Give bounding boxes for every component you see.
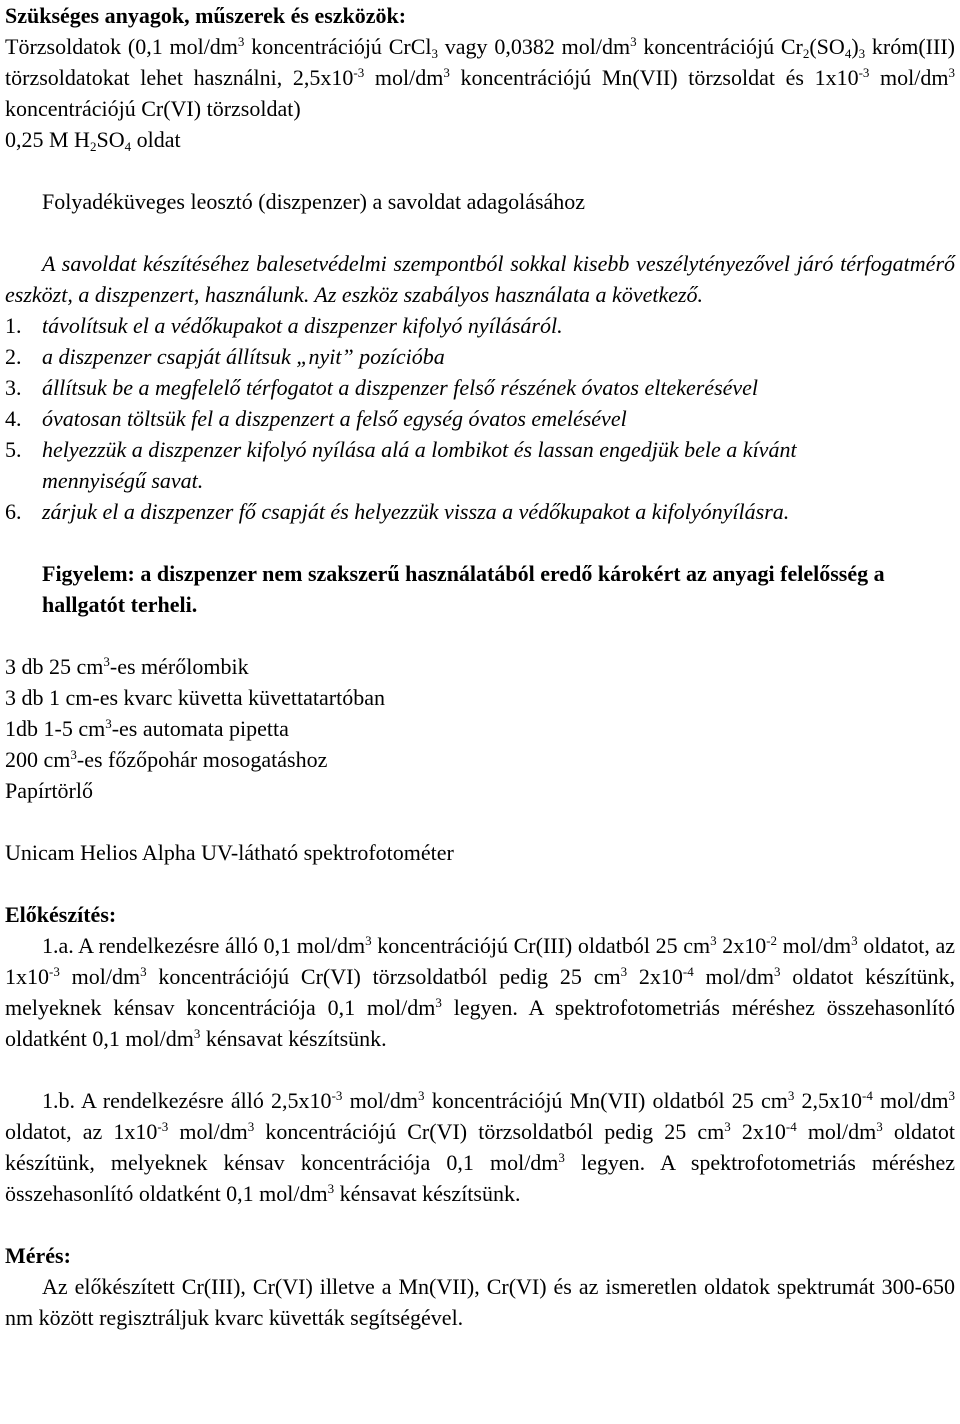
spacer [5, 620, 955, 651]
subscript: 4 [844, 46, 852, 61]
preparation-heading: Előkészítés: [5, 902, 117, 927]
text-run: legyen. A spektrofotometriás méréshez összehasonlító oldatként 0,1 mol/dm [5, 1150, 955, 1206]
spectrophotometer-line: Unicam Helios Alpha UV-látható spektrofotométer [5, 840, 454, 865]
spacer [5, 155, 955, 186]
superscript: 3 [948, 1088, 955, 1103]
text-run: koncentrációjú Cr(VI) törzsoldatból pedig 25 cm [146, 964, 621, 989]
text-run: mol/dm [796, 1119, 877, 1144]
text-run: koncentrációjú Mn(VII) oldatból 25 cm [424, 1088, 788, 1113]
equipment-pipette [5, 713, 955, 744]
superscript: 3 [435, 995, 442, 1010]
text-run: mol/dm [872, 1088, 949, 1113]
step-text: a diszpenzer csapját állítsuk „nyit” pozícióba [42, 344, 445, 369]
preparation-paragraph-1b [5, 1085, 955, 1209]
superscript: 3 [103, 654, 110, 669]
text-run: oldat [131, 127, 181, 152]
text-run: koncentrációjú Cr [636, 34, 803, 59]
text-run: kénsavat készítsünk. [334, 1181, 521, 1206]
text-run: mol/dm [364, 65, 444, 90]
text-run: mol/dm [59, 964, 141, 989]
step-number: 3. [5, 375, 22, 400]
superscript: 3 [630, 34, 637, 49]
dispenser-line: Folyadéküveges leosztó (diszpenzer) a savoldat adagolásához [42, 189, 586, 214]
subscript: 3 [431, 46, 438, 61]
text-run: ) [851, 34, 859, 59]
subscript: 4 [124, 139, 132, 154]
text-run: 2x10 [627, 964, 683, 989]
step-number: 2. [5, 344, 22, 369]
preparation-paragraph-1a [5, 930, 955, 1054]
superscript: -4 [785, 1119, 797, 1134]
text-run: mol/dm [693, 964, 774, 989]
text-run: króm(III) törzsoldatokat lehet használni, 2,5x10 [5, 34, 955, 90]
dispenser-steps [5, 310, 955, 527]
superscript: 3 [418, 1088, 425, 1103]
superscript: -3 [157, 1119, 169, 1134]
text-run: legyen. A spektrofotometriás méréshez összehasonlító oldatként 0,1 mol/dm [5, 995, 955, 1051]
superscript: -3 [353, 65, 365, 80]
subscript: 2 [89, 139, 97, 154]
list-item [5, 341, 955, 372]
superscript: 3 [787, 1088, 795, 1103]
measurement-heading: Mérés: [5, 1243, 71, 1268]
list-item [5, 434, 955, 496]
text-run: koncentrációjú Cr(VI) törzsoldat) [5, 96, 301, 121]
text-run: mol/dm [342, 1088, 419, 1113]
superscript: 3 [876, 1119, 883, 1134]
equipment-paper: Papírtörlő [5, 778, 93, 803]
superscript: 3 [851, 933, 858, 948]
superscript: 3 [948, 65, 956, 80]
text-run: 3 db 25 cm [5, 654, 104, 679]
measurement-text: Az előkészített Cr(III), Cr(VI) illetve a Mn(VII), Cr(VI) és az ismeretlen oldatok spektrumát 300-650 nm között regisztráljuk kvarc küvetták segítségével. [5, 1274, 955, 1330]
equipment-beaker [5, 744, 955, 775]
text-run: Törzsoldatok (0,1 mol/dm [5, 34, 238, 59]
step-number: 4. [5, 406, 22, 431]
text-run: 1.b. A rendelkezésre álló 2,5x10 [42, 1088, 332, 1113]
list-item [5, 310, 955, 341]
text-run: oldatot, az 1x10 [5, 1119, 158, 1144]
superscript: -4 [682, 964, 694, 979]
step-number: 1. [5, 313, 22, 338]
text-run: 1db 1-5 cm [5, 716, 106, 741]
step-text: helyezzük a diszpenzer kifolyó nyílása alá a lombikot és lassan engedjük bele a kívánt mennyiségű savat. [42, 437, 797, 493]
spacer [5, 868, 955, 899]
text-run: 0,25 M H [5, 127, 90, 152]
text-run: oldatot készítünk, melyeknek kénsav koncentrációja 0,1 mol/dm [5, 964, 955, 1020]
text-run: -es mérőlombik [109, 654, 249, 679]
text-run: kénsavat készítsünk. [200, 1026, 387, 1051]
text-run: -es automata pipetta [111, 716, 289, 741]
text-run: 2x10 [730, 1119, 786, 1144]
text-run: 2x10 [716, 933, 767, 958]
superscript: 3 [247, 1119, 255, 1134]
spacer [5, 1209, 955, 1240]
superscript: -3 [858, 65, 870, 80]
superscript: 3 [237, 34, 245, 49]
text-run: koncentrációjú CrCl [244, 34, 432, 59]
subscript: 2 [802, 46, 810, 61]
spacer [5, 1054, 955, 1085]
superscript: 3 [193, 1026, 201, 1041]
text-run: oldatot, az 1x10 [5, 933, 956, 989]
equipment-flask [5, 651, 955, 682]
acid-line [5, 124, 955, 155]
superscript: 3 [327, 1181, 335, 1196]
superscript: 3 [710, 933, 717, 948]
step-text: állítsuk be a megfelelő térfogatot a diszpenzer felső részének óvatos eltekerésével [42, 375, 759, 400]
superscript: 3 [105, 716, 112, 731]
text-run: 200 cm [5, 747, 71, 772]
step-text: távolítsuk el a védőkupakot a diszpenzer kifolyó nyílásáról. [42, 313, 563, 338]
spacer [5, 806, 955, 837]
text-run: 2,5x10 [794, 1088, 863, 1113]
step-text: zárjuk el a diszpenzer fő csapját és helyezzük vissza a védőkupakot a kifolyónyílásra. [42, 499, 790, 524]
superscript: 3 [724, 1119, 731, 1134]
text-run: koncentrációjú Cr(III) oldatból 25 cm [371, 933, 711, 958]
spacer [5, 217, 955, 248]
step-number: 5. [5, 437, 22, 462]
step-text: óvatosan töltsük fel a diszpenzert a felső egység óvatos emelésével [42, 406, 627, 431]
text-run: (SO [809, 34, 845, 59]
text-run: 1.a. A rendelkezésre álló 0,1 mol/dm [42, 933, 366, 958]
list-item [5, 403, 955, 434]
text-run: koncentrációjú Cr(VI) törzsoldatból pedig 25 cm [254, 1119, 725, 1144]
superscript: -3 [331, 1088, 343, 1103]
warning-text: Figyelem: a diszpenzer nem szakszerű használatából eredő károkért az anyagi felelősség a hallgatót terheli. [42, 561, 885, 617]
superscript: 3 [365, 933, 372, 948]
superscript: 3 [70, 747, 77, 762]
step-number: 6. [5, 499, 22, 524]
spacer [5, 527, 955, 558]
superscript: 3 [773, 964, 781, 979]
list-item [5, 496, 955, 527]
superscript: -2 [766, 933, 778, 948]
materials-heading: Szükséges anyagok, műszerek és eszközök: [5, 3, 407, 28]
document-page [5, 0, 955, 1333]
text-run: mol/dm [168, 1119, 248, 1144]
stock-solutions-paragraph [5, 31, 955, 124]
superscript: 3 [558, 1150, 565, 1165]
dispenser-intro: A savoldat készítéséhez balesetvédelmi szempontból sokkal kisebb veszélytényezővel járó térfogatmérő eszközt, a diszpenzert, használunk. Az eszköz szabályos használata a következő. [5, 251, 955, 307]
text-run: mol/dm [869, 65, 949, 90]
superscript: 3 [620, 964, 628, 979]
superscript: -3 [49, 964, 60, 979]
list-item [5, 372, 955, 403]
text-run: oldatot készítünk, melyeknek kénsav koncentrációja 0,1 mol/dm [5, 1119, 956, 1175]
text-run: -es főzőpohár mosogatáshoz [76, 747, 328, 772]
superscript: 3 [443, 65, 450, 80]
text-run: vagy 0,0382 mol/dm [438, 34, 631, 59]
text-run: koncentrációjú Mn(VII) törzsoldat és 1x10 [449, 65, 859, 90]
superscript: -4 [862, 1088, 873, 1103]
text-run: mol/dm [777, 933, 852, 958]
superscript: 3 [140, 964, 147, 979]
equipment-cuvette: 3 db 1 cm-es kvarc küvetta küvettatartóban [5, 685, 385, 710]
subscript: 3 [858, 46, 866, 61]
text-run: SO [96, 127, 125, 152]
